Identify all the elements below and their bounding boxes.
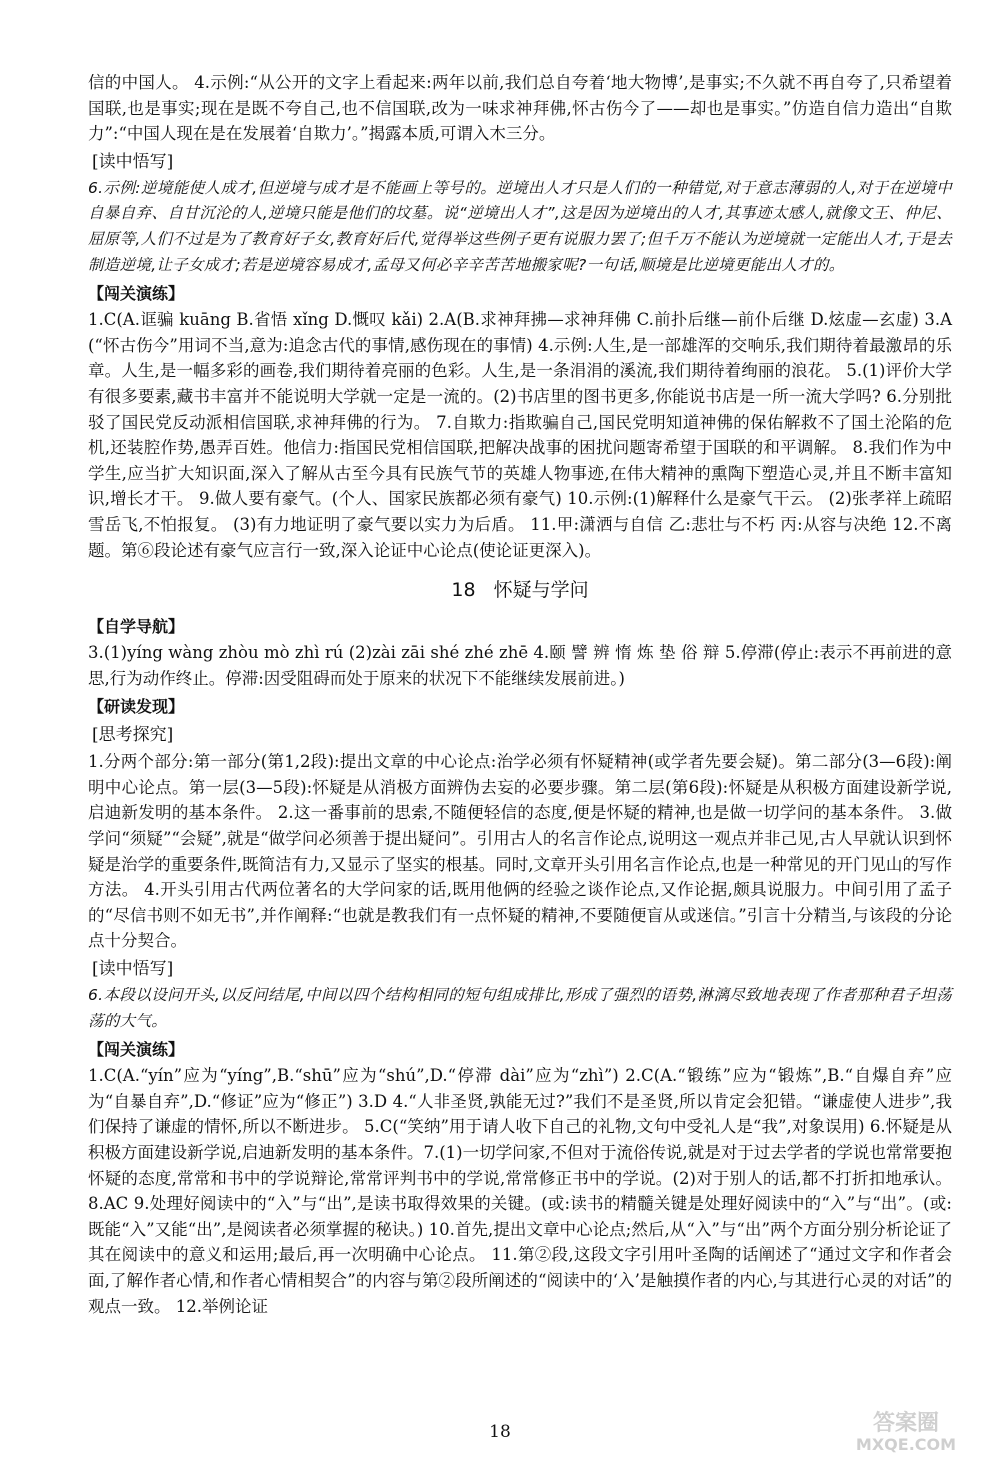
watermark-logo <box>826 1404 986 1456</box>
handwritten-answer: 6.本段以设问开头,以反问结尾,中间以四个结构相同的短句组成排比,形成了强烈的语势,淋漓尽致地表现了作者那种君子坦荡荡的大气。 <box>88 986 952 1030</box>
answer-paragraph: 1.分两个部分:第一部分(第1,2段):提出文章的中心论点:治学必须有怀疑精神(或学者先要会疑)。第二部分(3—6段):阐明中心论点。第一层(3—5段):怀疑是从消极方面辨伪去妄的必要步骤。第二层(第6段):怀疑是从积极方面建设新学说,启迪新发明的基本条件。 2.这一番事前的思索,不随便轻信的态度,便是怀疑的精神,也是做一切学问的基本条件。 3.做学问“须疑”“会疑”,就是“做学问必须善于提出疑问”。引用古人的名言作论点,说明这一观点并非己见,古人早就认识到怀疑是治学的重要条件,既简洁有力,又显示了坚实的根基。同时,文章开头引用名言作论点,也是一种常见的开门见山的写作方法。 4.开头引用古代两位著名的大学问家的话,既用他俩的经验之谈作论点,又作论据,颇具说服力。中间引用了孟子的“尽信书则不如无书”,并作阐释:“也就是教我们有一点怀疑的精神,不要随便盲从或迷信。”引言十分精当,与该段的分论点十分契合。 <box>88 752 952 951</box>
subsection-label: [读中悟写] <box>92 959 174 980</box>
handwritten-answer: 6.示例:逆境能使人成才,但逆境与成才是不能画上等号的。逆境出人才只是人们的一种错觉,对于意志薄弱的人,对于在逆境中自暴自弃、自甘沉沦的人,逆境只能是他们的坟墓。说“逆境出人才”,这是因为逆境出的人才,其事迹太感人,就像文王、仲尼、屈原等,人们不过是为了教育好子女,教育好后代,觉得举这些例子更有说服力罢了;但千万不能认为逆境就一定能出人才,于是去制造逆境,让子女成才;若是逆境容易成才,孟母又何必辛辛苦苦地搬家呢?一句话,顺境是比逆境更能出人才的。 <box>88 178 952 274</box>
watermark-top: 答案圈 <box>872 1411 940 1436</box>
answer-page <box>88 70 952 1319</box>
answer-paragraph: 1.C(A.诓骗 kuāng B.省悟 xǐng D.慨叹 kǎi) 2.A(B.求神拜拂—求神拜佛 C.前扑后继—前仆后继 D.炫虚—玄虚) 3.A(“怀古伤今”用词不当,意为:追念古代的事情,感伤现在的事情) 4.示例:人生,是一部雄浑的交响乐,我们期待着最激昂的乐章。人生,是一幅多彩的画卷,我们期待着亮丽的色彩。人生,是一条涓涓的溪流,我们期待着绚丽的浪花。 5.(1)评价大学有很多要素,藏书丰富并不能说明大学就一定是一流的。(2)书店里的图书更多,你能说书店是一所一流大学吗? 6.分别批驳了国民党反动派相信国联,求神拜佛的行为。 7.自欺力:指欺骗自己,国民党明知道神佛的保佑解救不了国土沦陷的危机,还装腔作势,愚弄百姓。他信力:指国民党相信国联,把解决战事的困扰问题寄希望于国联的和平调解。 8.我们作为中学生,应当扩大知识面,深入了解从古至今具有民族气节的英雄人物事迹,在伟大精神的熏陶下塑造心灵,并且不断丰富知识,增长才干。 9.做人要有豪气。(个人、国家民族都必须有豪气) 10.示例:(1)解释什么是豪气干云。 (2)张孝祥上疏昭雪岳飞,不怕报复。 (3)有力地证明了豪气要以实力为后盾。 11.甲:潇洒与自信 乙:悲壮与不朽 丙:从容与决绝 12.不离题。第⑥段论述有豪气应言行一致,深入论证中心论点(使论证更深入)。 <box>88 310 952 560</box>
answer-paragraph: 1.C(A.“yín”应为“yíng”,B.“shū”应为“shú”,D.“停滞 dài”应为“zhì”) 2.C(A.“锻练”应为“锻炼”,B.“自爆自弃”应为“自暴自弃”,D.“修证”应为“修正”) 3.D 4.“人非圣贤,孰能无过?”我们不是圣贤,所以肯定会犯错。“谦虚使人进步”,我们保持了谦虚的情怀,所以不断进步。 5.C(“笑纳”用于请人收下自己的礼物,文句中受礼人是“我”,对象误用) 6.怀疑是从积极方面建设新学说,启迪新发明的基本条件。7.(1)一切学问家,不但对于流俗传说,就是对于过去学者的学说也常常要抱怀疑的态度,常常和书中的学说辩论,常常评判书中的学说,常常修正书中的学说。(2)对于别人的话,都不打折扣地承认。8.AC 9.处理好阅读中的“入”与“出”,是读书取得效果的关键。(或:读书的精髓关键是处理好阅读中的“入”与“出”。(或:既能“入”又能“出”,是阅读者必须掌握的秘诀。) 10.首先,提出文章中心论点;然后,从“入”与“出”两个方面分别分析论证了其在阅读中的意义和运用;最后,再一次明确中心论点。 11.第②段,这段文字引用叶圣陶的话阐述了“通过文字和作者会面,了解作者心情,和作者心情相契合”的内容与第②段所阐述的“阅读中的‘入’是触摸作者的内心,与其进行心灵的对话”的观点一致。 12.举例论证 <box>88 1066 952 1316</box>
chapter-name: 怀疑与学问 <box>493 579 589 602</box>
answer-paragraph: 信的中国人。 4.示例:“从公开的文字上看起来:两年以前,我们总自夸着‘地大物博’,是事实;不久就不再自夸了,只希望着国联,也是事实;现在是既不夸自己,也不信国联,改为一味求神拜佛,怀古伤今了——却也是事实。”仿造自信力造出“自欺力”:“中国人现在是在发展着‘自欺力’。”揭露本质,可谓入木三分。 <box>88 73 952 144</box>
subsection-label: [思考探究] <box>92 725 174 746</box>
page-number: 18 <box>489 1422 511 1442</box>
subsection-label: [读中悟写] <box>92 151 174 172</box>
answer-paragraph: 3.(1)yíng wàng zhòu mò zhì rú (2)zài zāi shé zhé zhē 4.颐 譬 辨 惰 炼 垫 俗 辩 5.停滞(停止:表示不再前进的意思,行为动作终止。停滞:因受阻碍而处于原来的状况下不能继续发展前进。) <box>88 643 952 688</box>
section-heading: 【闯关演练】 <box>88 284 185 304</box>
section-heading: 【自学导航】 <box>88 617 185 637</box>
watermark-bottom: MXQE.COM <box>855 1435 957 1454</box>
chapter-number: 18 <box>451 579 476 602</box>
section-heading: 【闯关演练】 <box>88 1040 185 1060</box>
chapter-title <box>88 575 952 605</box>
section-heading: 【研读发现】 <box>88 697 185 717</box>
